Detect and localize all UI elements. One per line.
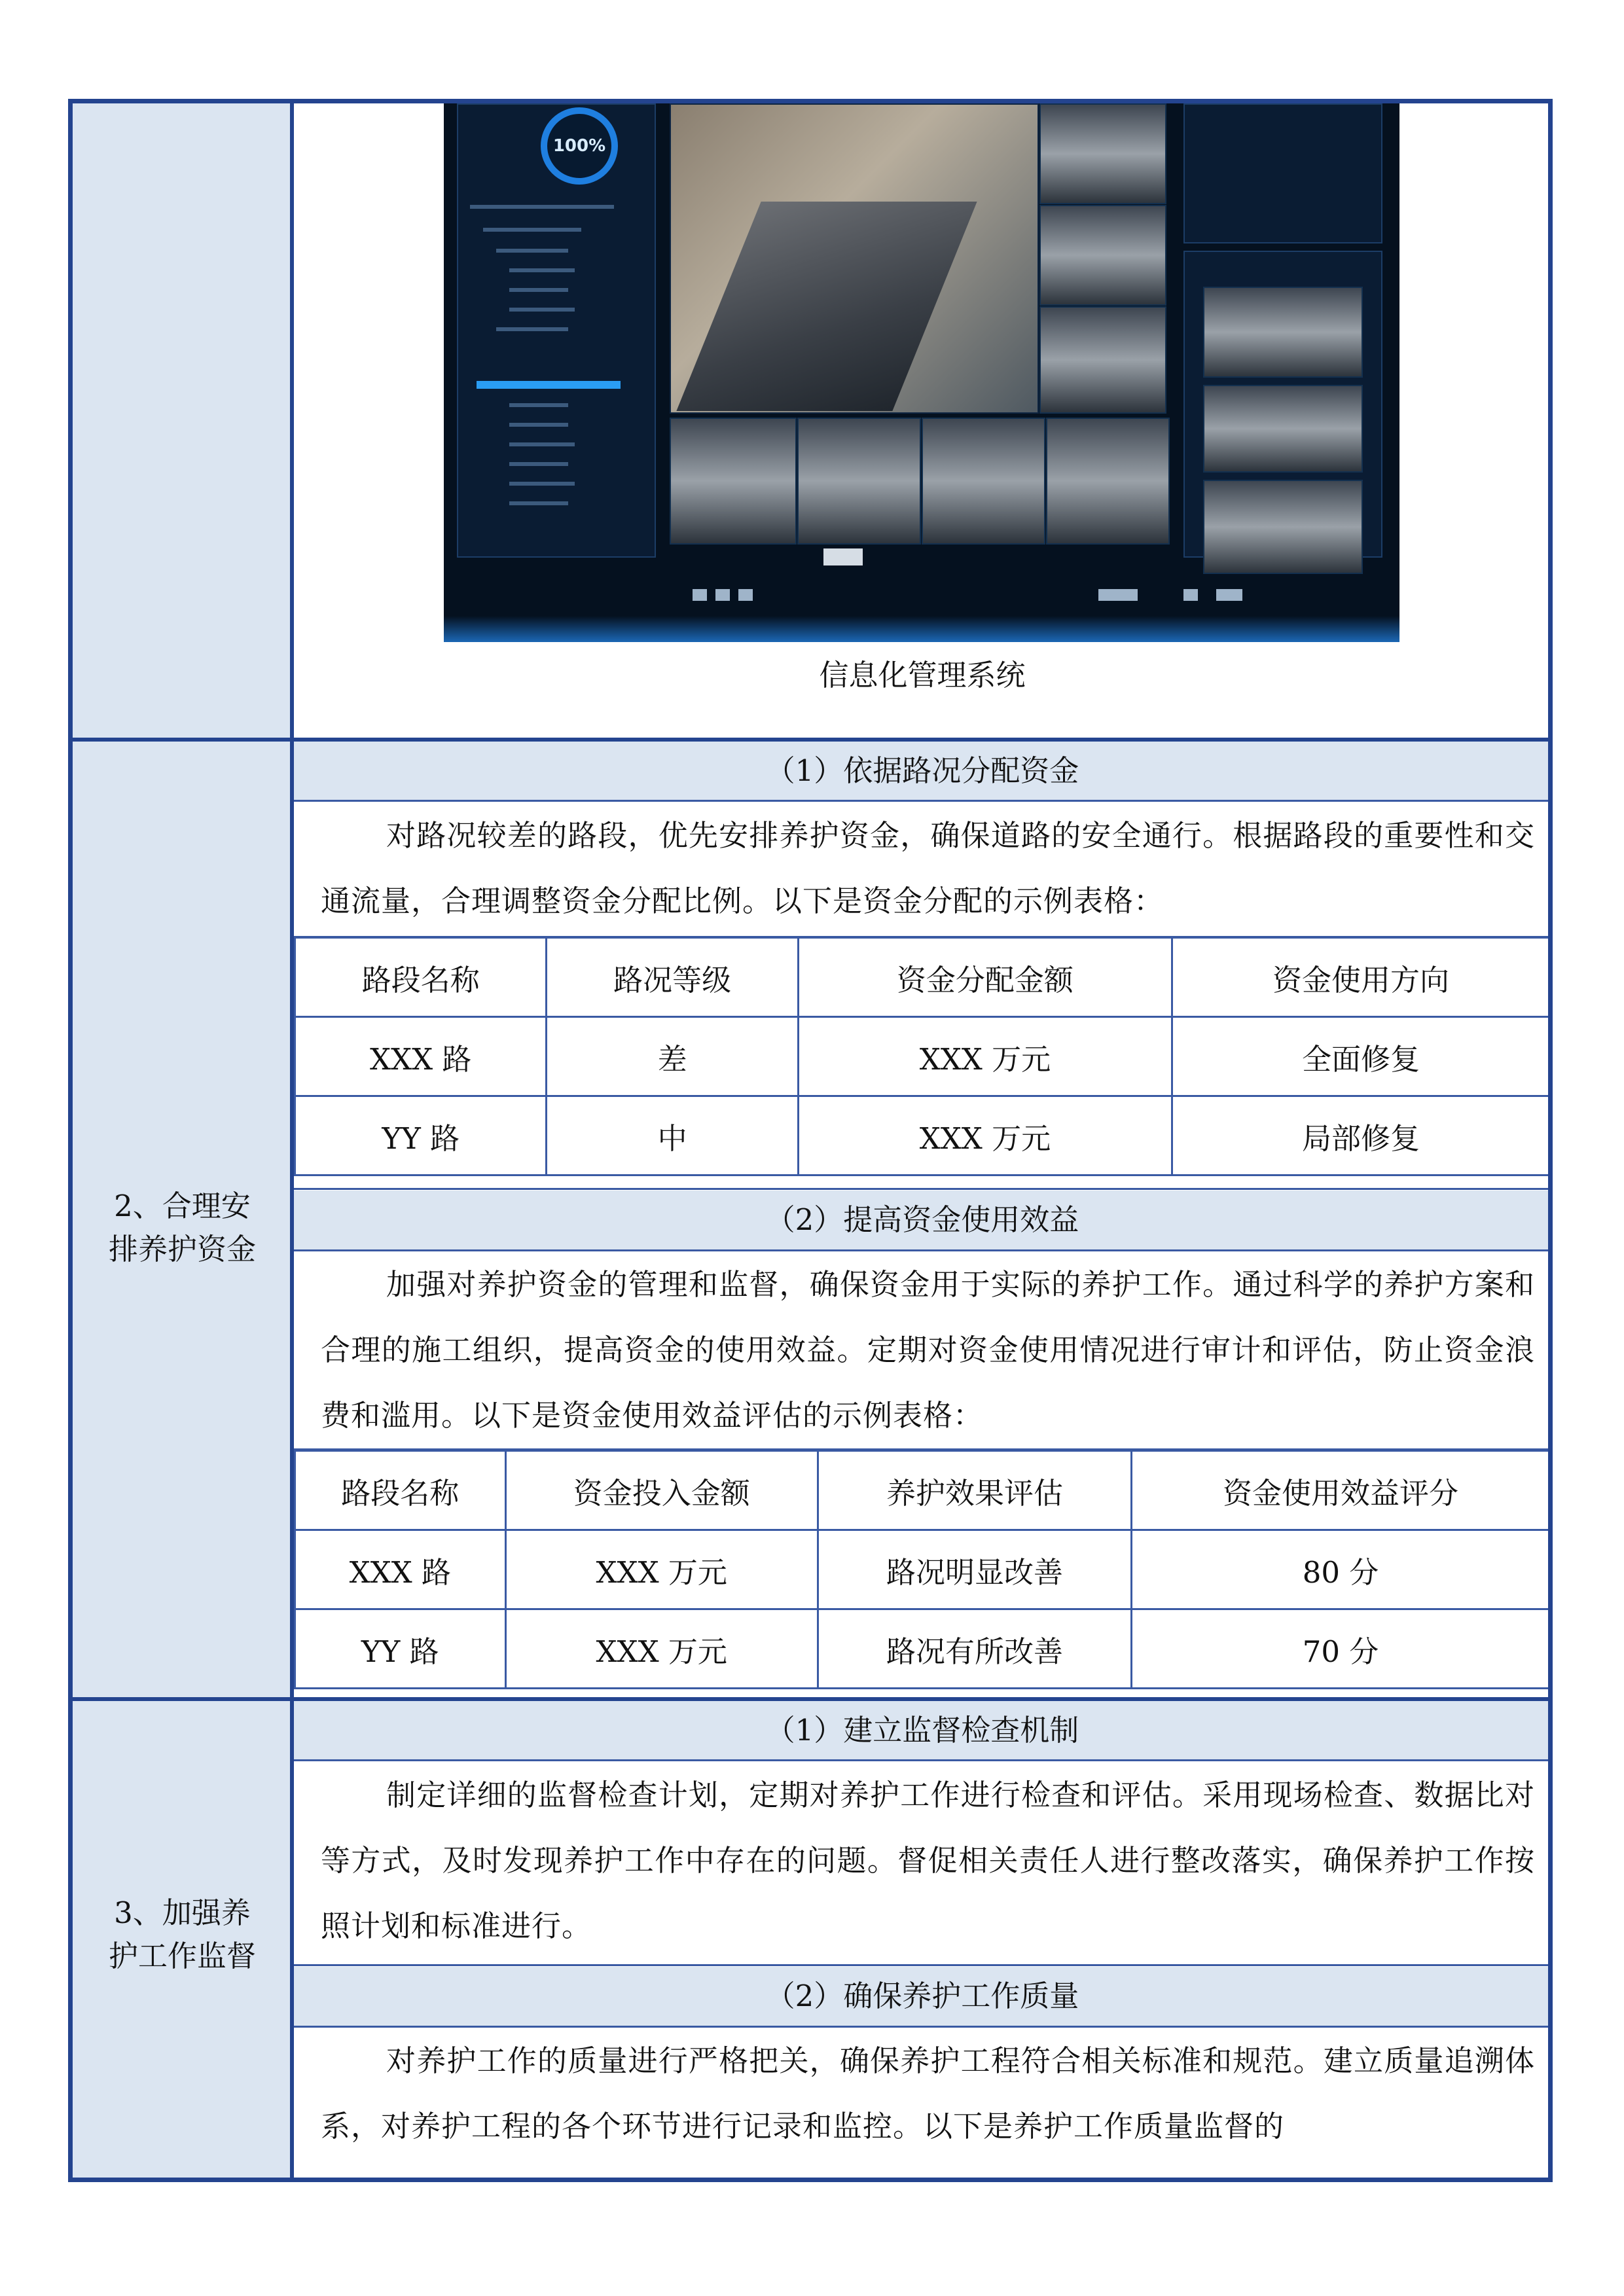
table-cell: XXX 万元 bbox=[798, 1096, 1172, 1175]
table-cell: XXX 万元 bbox=[505, 1530, 818, 1609]
table-cell: YY 路 bbox=[295, 1096, 547, 1175]
table-header-cell: 资金分配金额 bbox=[798, 938, 1172, 1017]
section-2-1-paragraph: 对路况较差的路段，优先安排养护资金，确保道路的安全通行。根据路段的重要性和交通流量，合理调整资金分配比例。以下是资金分配的示例表格： bbox=[321, 818, 1535, 918]
table-header-cell: 资金使用效益评分 bbox=[1132, 1451, 1550, 1530]
progress-ring-label: 100% bbox=[552, 136, 606, 156]
figure-caption: 信息化管理系统 bbox=[819, 658, 1026, 692]
table-header-cell: 路段名称 bbox=[295, 1451, 506, 1530]
section-3-label-line2: 护工作监督 bbox=[108, 1939, 256, 1973]
section-2-label-line2: 排养护资金 bbox=[108, 1232, 256, 1266]
table-cell: 路况明显改善 bbox=[818, 1530, 1131, 1609]
table-cell: XXX 万元 bbox=[505, 1609, 818, 1689]
section-2-1-heading: （1）依据路况分配资金 bbox=[294, 742, 1551, 800]
section-3-1-paragraph: 制定详细的监督检查计划，定期对养护工作进行检查和评估。采用现场检查、数据比对等方式，及时发现养护工作中存在的问题。督促相关责任人进行整改落实，确保养护工作按照计划和标准进行。 bbox=[321, 1778, 1535, 1943]
table-cell: XXX 万元 bbox=[798, 1017, 1172, 1096]
table-cell: 全面修复 bbox=[1172, 1017, 1549, 1096]
section-2-2-heading: （2）提高资金使用效益 bbox=[294, 1191, 1551, 1249]
table-cell: 70 分 bbox=[1132, 1609, 1550, 1689]
table-cell: 80 分 bbox=[1132, 1530, 1550, 1609]
table-cell: 局部修复 bbox=[1172, 1096, 1549, 1175]
table-cell: 中 bbox=[547, 1096, 798, 1175]
section-2-2-paragraph: 加强对养护资金的管理和监督，确保资金用于实际的养护工作。通过科学的养护方案和合理的施工组织，提高资金的使用效益。定期对资金使用情况进行审计和评估，防止资金浪费和滥用。以下是资金使用效益评估的示例表格： bbox=[321, 1267, 1535, 1433]
outer-table-border bbox=[68, 99, 1553, 2182]
table-cell: 路况有所改善 bbox=[818, 1609, 1131, 1689]
section-2-label-line1: 2、合理安 bbox=[114, 1189, 251, 1223]
table-header-cell: 路段名称 bbox=[295, 938, 547, 1017]
table-cell: 差 bbox=[547, 1017, 798, 1096]
table-header-cell: 路况等级 bbox=[547, 938, 798, 1017]
table-header-cell: 资金使用方向 bbox=[1172, 938, 1549, 1017]
table-cell: XXX 路 bbox=[295, 1017, 547, 1096]
table-cell: XXX 路 bbox=[295, 1530, 506, 1609]
section-3-2-paragraph: 对养护工作的质量进行严格把关，确保养护工程符合相关标准和规范。建立质量追溯体系，对养护工程的各个环节进行记录和监控。以下是养护工作质量监督的 bbox=[321, 2043, 1535, 2144]
section-3-1-heading: （1）建立监督检查机制 bbox=[294, 1701, 1551, 1760]
table-cell: YY 路 bbox=[295, 1609, 506, 1689]
section-3-label-line1: 3、加强养 bbox=[114, 1895, 251, 1930]
table-header-cell: 养护效果评估 bbox=[818, 1451, 1131, 1530]
section-3-2-heading: （2）确保养护工作质量 bbox=[294, 1967, 1551, 2026]
table-header-cell: 资金投入金额 bbox=[505, 1451, 818, 1530]
